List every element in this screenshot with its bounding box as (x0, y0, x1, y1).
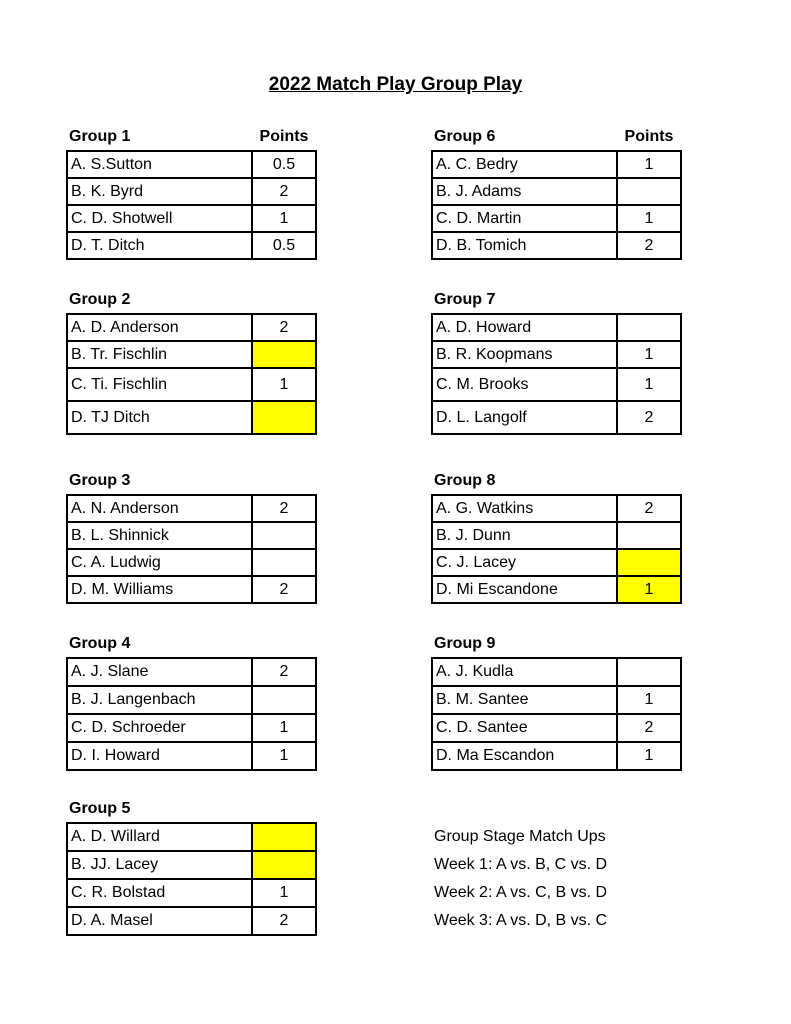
points-cell: 2 (252, 495, 316, 522)
table-row (67, 549, 316, 576)
points-cell (252, 549, 316, 576)
table-row (67, 401, 316, 434)
points-header: Points (624, 128, 674, 145)
points-cell (617, 549, 681, 576)
points-cell (617, 314, 681, 341)
table-row (67, 314, 316, 341)
table-row (67, 205, 316, 232)
table-row (67, 851, 316, 879)
table-row (432, 232, 681, 259)
player-name: A. D. Howard (432, 314, 617, 341)
page-title: 2022 Match Play Group Play (268, 74, 523, 95)
points-cell: 2 (252, 907, 316, 935)
points-cell: 2 (252, 178, 316, 205)
player-name: B. J. Adams (432, 178, 617, 205)
player-name: A. J. Kudla (432, 658, 617, 686)
player-name: B. K. Byrd (67, 178, 252, 205)
points-cell: 2 (252, 314, 316, 341)
points-cell (617, 178, 681, 205)
player-name: D. Ma Escandon (432, 742, 617, 770)
group-name: Group 1 (69, 128, 131, 145)
table-row (67, 178, 316, 205)
group-table (66, 494, 317, 604)
points-cell: 1 (617, 368, 681, 401)
player-name: B. Tr. Fischlin (67, 341, 252, 368)
group-table (431, 657, 682, 771)
group-table (66, 822, 317, 936)
points-cell: 2 (252, 658, 316, 686)
table-row (67, 907, 316, 935)
table-row (432, 151, 681, 178)
table-row (432, 576, 681, 603)
player-name: C. A. Ludwig (67, 549, 252, 576)
player-name: C. D. Schroeder (67, 714, 252, 742)
group-table (431, 494, 682, 604)
group-table (66, 657, 317, 771)
points-cell: 1 (617, 341, 681, 368)
table-row (67, 522, 316, 549)
group-9 (431, 633, 682, 771)
table-row (432, 368, 681, 401)
group-name: Group 8 (434, 472, 496, 489)
player-name: A. D. Willard (67, 823, 252, 851)
table-row (67, 714, 316, 742)
table-row (432, 314, 681, 341)
player-name: A. J. Slane (67, 658, 252, 686)
player-name: A. D. Anderson (67, 314, 252, 341)
table-row (432, 714, 681, 742)
table-row (432, 205, 681, 232)
points-cell: 1 (617, 686, 681, 714)
points-cell: 2 (617, 714, 681, 742)
player-name: D. I. Howard (67, 742, 252, 770)
player-name: C. J. Lacey (432, 549, 617, 576)
points-cell (252, 341, 316, 368)
group-name: Group 2 (69, 291, 131, 308)
points-cell: 0.5 (252, 151, 316, 178)
group-name: Group 4 (69, 635, 131, 652)
group-5 (66, 798, 317, 936)
points-cell: 1 (617, 742, 681, 770)
player-name: A. N. Anderson (67, 495, 252, 522)
player-name: A. C. Bedry (432, 151, 617, 178)
player-name: B. L. Shinnick (67, 522, 252, 549)
group-name: Group 9 (434, 635, 496, 652)
table-row (67, 686, 316, 714)
group-table (66, 150, 317, 260)
table-row (432, 178, 681, 205)
points-cell: 1 (617, 151, 681, 178)
player-name: B. J. Dunn (432, 522, 617, 549)
match-ups-week-2: Week 2: A vs. C, B vs. D (434, 884, 608, 901)
player-name: D. L. Langolf (432, 401, 617, 434)
table-row (67, 232, 316, 259)
table-row (67, 151, 316, 178)
points-cell: 1 (617, 576, 681, 603)
group-table (431, 313, 682, 435)
table-row (67, 879, 316, 907)
points-cell: 2 (617, 495, 681, 522)
points-cell: 1 (617, 205, 681, 232)
player-name: D. TJ Ditch (67, 401, 252, 434)
player-name: D. Mi Escandone (432, 576, 617, 603)
group-8 (431, 470, 682, 604)
table-row (67, 368, 316, 401)
player-name: B. M. Santee (432, 686, 617, 714)
points-cell: 1 (252, 205, 316, 232)
table-row (432, 686, 681, 714)
player-name: C. Ti. Fischlin (67, 368, 252, 401)
points-cell: 0.5 (252, 232, 316, 259)
points-cell: 1 (252, 714, 316, 742)
points-cell: 2 (617, 401, 681, 434)
points-cell (252, 823, 316, 851)
match-ups-week-3: Week 3: A vs. D, B vs. C (434, 912, 608, 929)
match-ups-week-1: Week 1: A vs. B, C vs. D (434, 856, 608, 873)
table-row (432, 742, 681, 770)
group-4 (66, 633, 317, 771)
group-name: Group 3 (69, 472, 131, 489)
group-1 (66, 126, 317, 260)
points-cell (252, 522, 316, 549)
group-6 (431, 126, 682, 260)
table-row (67, 341, 316, 368)
match-ups (434, 826, 607, 938)
points-cell: 1 (252, 742, 316, 770)
points-cell: 2 (617, 232, 681, 259)
table-row (432, 658, 681, 686)
points-cell (252, 686, 316, 714)
player-name: D. B. Tomich (432, 232, 617, 259)
points-cell (252, 851, 316, 879)
player-name: C. D. Shotwell (67, 205, 252, 232)
player-name: B. J. Langenbach (67, 686, 252, 714)
match-ups-heading: Group Stage Match Ups (434, 828, 606, 845)
player-name: C. D. Martin (432, 205, 617, 232)
points-cell: 1 (252, 879, 316, 907)
table-row (67, 742, 316, 770)
group-2 (66, 289, 317, 435)
player-name: C. R. Bolstad (67, 879, 252, 907)
table-row (67, 658, 316, 686)
group-name: Group 5 (69, 800, 131, 817)
player-name: D. A. Masel (67, 907, 252, 935)
table-row (432, 522, 681, 549)
group-3 (66, 470, 317, 604)
table-row (432, 401, 681, 434)
table-row (432, 549, 681, 576)
table-row (67, 823, 316, 851)
player-name: D. T. Ditch (67, 232, 252, 259)
points-header: Points (259, 128, 309, 145)
points-cell: 2 (252, 576, 316, 603)
points-cell (617, 658, 681, 686)
points-cell (252, 401, 316, 434)
player-name: A. S.Sutton (67, 151, 252, 178)
player-name: A. G. Watkins (432, 495, 617, 522)
group-table (66, 313, 317, 435)
player-name: C. D. Santee (432, 714, 617, 742)
group-7 (431, 289, 682, 435)
player-name: C. M. Brooks (432, 368, 617, 401)
player-name: D. M. Williams (67, 576, 252, 603)
table-row (432, 341, 681, 368)
points-cell (617, 522, 681, 549)
points-cell: 1 (252, 368, 316, 401)
player-name: B. R. Koopmans (432, 341, 617, 368)
group-table (431, 150, 682, 260)
table-row (67, 495, 316, 522)
table-row (432, 495, 681, 522)
group-name: Group 7 (434, 291, 496, 308)
player-name: B. JJ. Lacey (67, 851, 252, 879)
group-name: Group 6 (434, 128, 496, 145)
table-row (67, 576, 316, 603)
